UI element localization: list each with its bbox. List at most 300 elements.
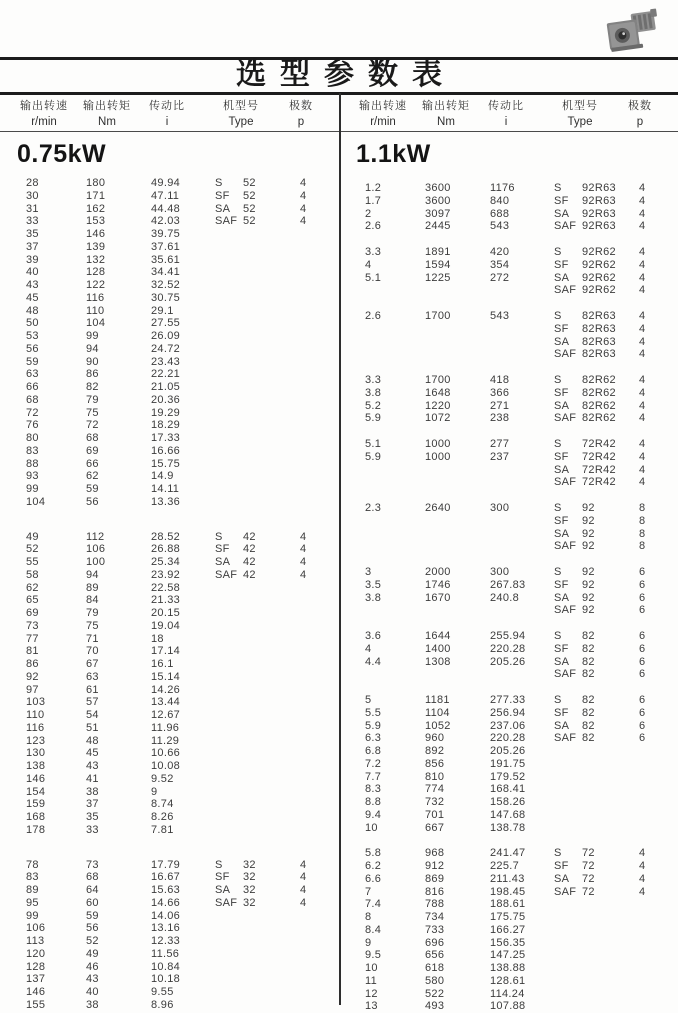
speed-value: 55	[26, 556, 39, 568]
type-prefix: SAF	[554, 348, 577, 361]
torque-value: 1000	[425, 450, 451, 463]
torque-value: 162	[86, 202, 106, 215]
speed-value: 93	[26, 470, 39, 483]
torque-value: 116	[86, 291, 105, 304]
table-row	[339, 374, 678, 387]
table-row	[339, 515, 678, 528]
ratio-value: 128.61	[490, 974, 526, 987]
table-row	[339, 284, 678, 297]
torque-value: 892	[425, 745, 445, 757]
type-prefix: SA	[215, 202, 231, 215]
speed-value: 59	[26, 355, 39, 368]
speed-value: 106	[26, 922, 46, 935]
type-model: 82R62	[582, 412, 616, 425]
torque-value: 3600	[425, 194, 451, 207]
type-prefix: S	[554, 566, 562, 578]
poles-value: 6	[639, 694, 646, 706]
torque-value: 856	[425, 757, 445, 770]
torque-value: 75	[86, 406, 99, 419]
table-row	[0, 735, 339, 748]
poles-value: 4	[639, 258, 646, 271]
speed-value: 2	[365, 207, 372, 220]
speed-value: 3	[365, 566, 372, 578]
ratio-value: 147.25	[490, 949, 526, 962]
torque-value: 656	[425, 949, 445, 962]
speed-value: 155	[26, 998, 46, 1011]
table-row	[339, 540, 678, 553]
table-row	[339, 732, 678, 745]
table-row	[0, 432, 339, 445]
ratio-value: 11.96	[151, 721, 180, 734]
poles-value: 6	[639, 706, 646, 719]
ratio-value: 420	[490, 246, 510, 258]
speed-value: 10	[365, 962, 378, 974]
table-row	[339, 502, 678, 515]
row-block	[339, 566, 678, 617]
type-prefix: SA	[554, 872, 570, 885]
ratio-value: 205.26	[490, 655, 526, 668]
ratio-value: 9.55	[151, 986, 174, 998]
poles-value: 4	[639, 348, 646, 361]
type-model: 92	[582, 604, 595, 617]
table-row	[0, 556, 339, 569]
type-model: 82R63	[582, 348, 616, 361]
type-model: 82R63	[582, 310, 616, 322]
torque-value: 84	[86, 594, 99, 607]
ratio-value: 13.16	[151, 922, 181, 935]
ratio-value: 27.55	[151, 317, 181, 330]
poles-value: 4	[300, 530, 307, 543]
speed-value: 73	[26, 619, 39, 632]
ratio-value: 25.34	[151, 556, 181, 568]
type-model: 72R42	[582, 463, 616, 476]
table-row	[0, 884, 339, 897]
poles-value: 4	[639, 885, 646, 898]
ratio-value: 20.36	[151, 393, 181, 406]
ratio-value: 22.21	[151, 368, 181, 381]
type-prefix: SA	[554, 527, 570, 540]
torque-value: 64	[86, 884, 99, 896]
type-prefix: SF	[215, 543, 230, 556]
ratio-value: 211.43	[490, 872, 525, 885]
torque-value: 733	[425, 923, 445, 936]
speed-value: 66	[26, 381, 39, 393]
ratio-value: 256.94	[490, 706, 526, 719]
ratio-value: 198.45	[490, 885, 526, 898]
torque-value: 734	[425, 911, 445, 923]
ratio-value: 44.48	[151, 202, 181, 215]
type-prefix: SAF	[554, 732, 577, 745]
table-row	[0, 356, 339, 369]
type-prefix: S	[554, 246, 562, 258]
ratio-value: 21.05	[151, 381, 181, 393]
type-model: 82	[582, 642, 595, 655]
speed-value: 11	[365, 974, 378, 987]
table-row	[0, 658, 339, 671]
poles-value: 6	[639, 604, 646, 617]
speed-value: 5.2	[365, 399, 382, 412]
torque-value: 696	[425, 936, 445, 949]
speed-value: 113	[26, 935, 45, 947]
speed-value: 5.1	[365, 271, 382, 284]
speed-value: 3.8	[365, 591, 382, 604]
ratio-value: 271	[490, 399, 510, 412]
table-row	[339, 387, 678, 400]
type-model: 32	[243, 871, 256, 884]
type-prefix: SA	[554, 719, 570, 732]
type-prefix: SF	[554, 642, 569, 655]
poles-value: 4	[639, 412, 646, 425]
poles-value: 4	[300, 177, 307, 189]
torque-value: 2640	[425, 502, 451, 514]
torque-value: 59	[86, 483, 99, 495]
type-prefix: SF	[215, 189, 230, 202]
type-prefix: S	[554, 847, 562, 860]
table-row	[339, 579, 678, 592]
speed-value: 4	[365, 258, 372, 271]
ratio-value: 138.78	[490, 821, 526, 834]
ratio-value: 17.33	[151, 432, 181, 444]
speed-value: 35	[26, 228, 39, 240]
torque-value: 667	[425, 821, 445, 834]
ratio-value: 29.1	[151, 304, 174, 317]
torque-value: 1746	[425, 578, 451, 591]
torque-value: 146	[86, 228, 106, 240]
ratio-value: 220.28	[490, 732, 526, 745]
ratio-value: 14.66	[151, 896, 181, 909]
speed-value: 4	[365, 642, 372, 655]
ratio-value: 237.06	[490, 719, 526, 732]
torque-value: 104	[86, 317, 106, 330]
speed-value: 8	[365, 911, 372, 923]
speed-value: 78	[26, 858, 39, 871]
ratio-value: 16.1	[151, 658, 174, 670]
table-row	[0, 798, 339, 811]
speed-value: 99	[26, 909, 39, 922]
poles-value: 4	[639, 284, 646, 297]
row-block	[0, 859, 339, 1012]
table-row	[339, 796, 678, 809]
type-prefix: SA	[554, 463, 570, 476]
type-prefix: S	[554, 694, 562, 706]
type-prefix: S	[554, 374, 562, 386]
table-row	[339, 528, 678, 541]
table-row	[0, 607, 339, 620]
type-model: 92	[582, 527, 595, 540]
torque-value: 732	[425, 796, 445, 808]
type-model: 72R42	[582, 450, 616, 463]
speed-value: 8.3	[365, 783, 382, 796]
table-row	[0, 419, 339, 432]
torque-value: 72	[86, 419, 99, 432]
gearmotor-photo-icon	[600, 8, 664, 56]
row-block	[339, 630, 678, 681]
torque-value: 774	[425, 783, 445, 796]
type-prefix: S	[554, 310, 562, 322]
poles-value: 4	[639, 860, 646, 872]
ratio-value: 147.68	[490, 808, 526, 821]
torque-value: 122	[86, 279, 106, 291]
table-row	[0, 381, 339, 394]
table-row	[339, 886, 678, 899]
torque-value: 1104	[425, 706, 450, 719]
ratio-value: 16.67	[151, 871, 181, 884]
torque-value: 1225	[425, 271, 451, 284]
table-row	[339, 771, 678, 784]
type-model: 92R63	[582, 182, 616, 194]
torque-value: 3600	[425, 182, 451, 194]
ratio-value: 267.83	[490, 578, 526, 591]
row-blocks	[0, 177, 339, 1012]
table-row	[339, 873, 678, 886]
table-row	[339, 898, 678, 911]
ratio-value: 8.74	[151, 798, 174, 811]
table-row	[339, 272, 678, 285]
ratio-value: 175.75	[490, 911, 526, 923]
speed-value: 72	[26, 406, 39, 419]
torque-value: 1891	[425, 246, 451, 258]
ratio-value: 10.66	[151, 747, 181, 760]
table-row	[339, 400, 678, 413]
ratio-value: 14.11	[151, 483, 180, 495]
poles-value: 4	[639, 246, 646, 258]
type-model: 92R63	[582, 194, 616, 207]
table-row	[0, 594, 339, 607]
poles-value: 6	[639, 668, 646, 681]
speed-value: 76	[26, 419, 39, 432]
poles-value: 4	[639, 399, 646, 412]
type-model: 82	[582, 732, 595, 745]
type-prefix: SF	[554, 194, 569, 207]
type-prefix: S	[554, 182, 562, 194]
table-row	[339, 988, 678, 1001]
type-model: 42	[243, 530, 256, 543]
ratio-value: 107.88	[490, 1000, 526, 1013]
speed-value: 39	[26, 253, 39, 266]
type-prefix: S	[215, 177, 223, 189]
type-model: 52	[243, 189, 256, 202]
col-header-torque: 输出转矩 Nm	[422, 100, 470, 128]
ratio-value: 13.36	[151, 495, 181, 508]
page-title: 选型参数表	[236, 58, 456, 91]
poles-value: 4	[639, 194, 646, 207]
type-model: 92R63	[582, 207, 616, 220]
poles-value: 8	[639, 527, 646, 540]
ratio-value: 220.28	[490, 642, 526, 655]
ratio-value: 19.29	[151, 406, 181, 419]
ratio-value: 237	[490, 450, 510, 463]
parameter-tables	[0, 140, 678, 1013]
table-row	[339, 809, 678, 822]
type-model: 82R62	[582, 386, 616, 399]
torque-value: 51	[86, 721, 99, 734]
poles-value: 6	[639, 578, 646, 591]
poles-value: 4	[639, 271, 646, 284]
ratio-value: 15.75	[151, 457, 181, 470]
ratio-value: 21.33	[151, 594, 181, 607]
type-model: 42	[243, 568, 256, 581]
ratio-value: 191.75	[490, 757, 526, 770]
torque-value: 59	[86, 909, 99, 922]
poles-value: 4	[639, 872, 646, 885]
speed-value: 63	[26, 368, 39, 381]
row-block	[339, 694, 678, 834]
type-prefix: SAF	[554, 540, 577, 553]
ratio-value: 15.63	[151, 884, 181, 896]
speed-value: 13	[365, 1000, 378, 1013]
torque-value: 180	[86, 177, 106, 189]
row-block	[339, 246, 678, 297]
speed-value: 110	[26, 709, 45, 721]
speed-value: 80	[26, 432, 39, 444]
speed-value: 103	[26, 696, 46, 709]
poles-value: 4	[639, 220, 646, 233]
torque-value: 90	[86, 355, 99, 368]
torque-value: 56	[86, 922, 99, 935]
ratio-value: 20.15	[151, 607, 181, 619]
table-row	[339, 592, 678, 605]
type-model: 72R42	[582, 476, 616, 489]
torque-value: 106	[86, 543, 106, 556]
col-header-torque: 输出转矩 Nm	[83, 100, 131, 128]
table-row	[339, 694, 678, 707]
speed-value: 65	[26, 594, 39, 607]
speed-value: 1.7	[365, 194, 382, 207]
speed-value: 104	[26, 495, 46, 508]
ratio-value: 14.06	[151, 909, 181, 922]
table-row	[339, 911, 678, 924]
type-prefix: SF	[554, 578, 569, 591]
speed-value: 12	[365, 987, 378, 1000]
speed-value: 5.1	[365, 438, 382, 450]
poles-value: 8	[639, 540, 646, 553]
speed-value: 89	[26, 884, 39, 896]
speed-value: 3.6	[365, 630, 382, 642]
speed-value: 138	[26, 760, 46, 772]
speed-value: 3.8	[365, 386, 382, 399]
torque-value: 618	[425, 962, 445, 974]
torque-value: 41	[86, 772, 99, 785]
table-row	[0, 190, 339, 203]
col-header-type: 机型号 Type	[223, 100, 259, 128]
ratio-value: 277.33	[490, 694, 526, 706]
ratio-value: 366	[490, 386, 510, 399]
speed-value: 31	[26, 202, 39, 215]
speed-value: 9.5	[365, 949, 382, 962]
table-row	[0, 709, 339, 722]
type-prefix: SA	[215, 884, 231, 896]
table-row	[339, 336, 678, 349]
torque-value: 69	[86, 444, 99, 457]
ratio-value: 188.61	[490, 898, 526, 911]
speed-value: 40	[26, 266, 39, 279]
ratio-value: 28.52	[151, 530, 181, 543]
col-header-type: 机型号 Type	[562, 100, 598, 128]
table-header-left	[0, 97, 339, 131]
row-blocks	[339, 182, 678, 1013]
row-block	[339, 438, 678, 489]
ratio-value: 10.84	[151, 960, 181, 973]
table-row	[0, 470, 339, 483]
col-header-speed: 输出转速 r/min	[359, 100, 407, 128]
type-model: 82	[582, 655, 595, 668]
torque-value: 1700	[425, 310, 451, 322]
type-prefix: S	[554, 502, 562, 514]
table-row	[339, 860, 678, 873]
table-row	[339, 412, 678, 425]
type-model: 52	[243, 177, 256, 189]
ratio-value: 32.52	[151, 279, 181, 291]
torque-value: 1052	[425, 719, 451, 732]
type-prefix: SF	[554, 322, 569, 335]
poles-value: 4	[639, 310, 646, 322]
ratio-value: 1176	[490, 182, 515, 194]
speed-value: 123	[26, 734, 46, 747]
speed-value: 49	[26, 530, 39, 543]
table-row	[339, 822, 678, 835]
row-block	[0, 531, 339, 837]
poles-value: 4	[300, 858, 307, 871]
ratio-value: 16.66	[151, 444, 181, 457]
ratio-value: 42.03	[151, 215, 181, 228]
torque-value: 2000	[425, 566, 451, 578]
table-header-right	[339, 97, 678, 131]
type-prefix: SA	[215, 556, 231, 568]
table-row	[0, 569, 339, 582]
torque-value: 60	[86, 896, 99, 909]
torque-value: 3097	[425, 207, 451, 220]
type-model: 82	[582, 668, 595, 681]
speed-value: 92	[26, 670, 39, 683]
torque-value: 52	[86, 935, 99, 947]
torque-value: 1000	[425, 438, 451, 450]
torque-value: 89	[86, 581, 99, 594]
table-row	[339, 975, 678, 988]
table-row	[0, 961, 339, 974]
table-row	[339, 220, 678, 233]
col-header-poles: 极数 p	[628, 100, 652, 128]
ratio-value: 156.35	[490, 936, 526, 949]
table-row	[0, 582, 339, 595]
table-row	[0, 999, 339, 1012]
section-0-75kw	[0, 140, 339, 1013]
table-row	[0, 786, 339, 799]
torque-value: 1594	[425, 258, 451, 271]
torque-value: 1670	[425, 591, 451, 604]
table-row	[0, 317, 339, 330]
type-prefix: SA	[554, 399, 570, 412]
ratio-value: 47.11	[151, 189, 180, 202]
ratio-value: 840	[490, 194, 510, 207]
type-model: 82	[582, 630, 595, 642]
table-row	[339, 720, 678, 733]
ratio-value: 255.94	[490, 630, 526, 642]
torque-value: 968	[425, 847, 445, 860]
torque-value: 54	[86, 709, 99, 721]
section-1-1kw	[339, 140, 678, 1013]
ratio-value: 300	[490, 502, 510, 514]
ratio-value: 543	[490, 220, 510, 233]
speed-value: 2.3	[365, 502, 382, 514]
type-prefix: SAF	[554, 885, 577, 898]
torque-value: 912	[425, 860, 445, 872]
torque-value: 493	[425, 1000, 445, 1013]
table-row	[0, 407, 339, 420]
speed-value: 10	[365, 821, 378, 834]
ratio-value: 12.33	[151, 935, 181, 947]
torque-value: 1220	[425, 399, 451, 412]
speed-value: 6.8	[365, 745, 382, 757]
